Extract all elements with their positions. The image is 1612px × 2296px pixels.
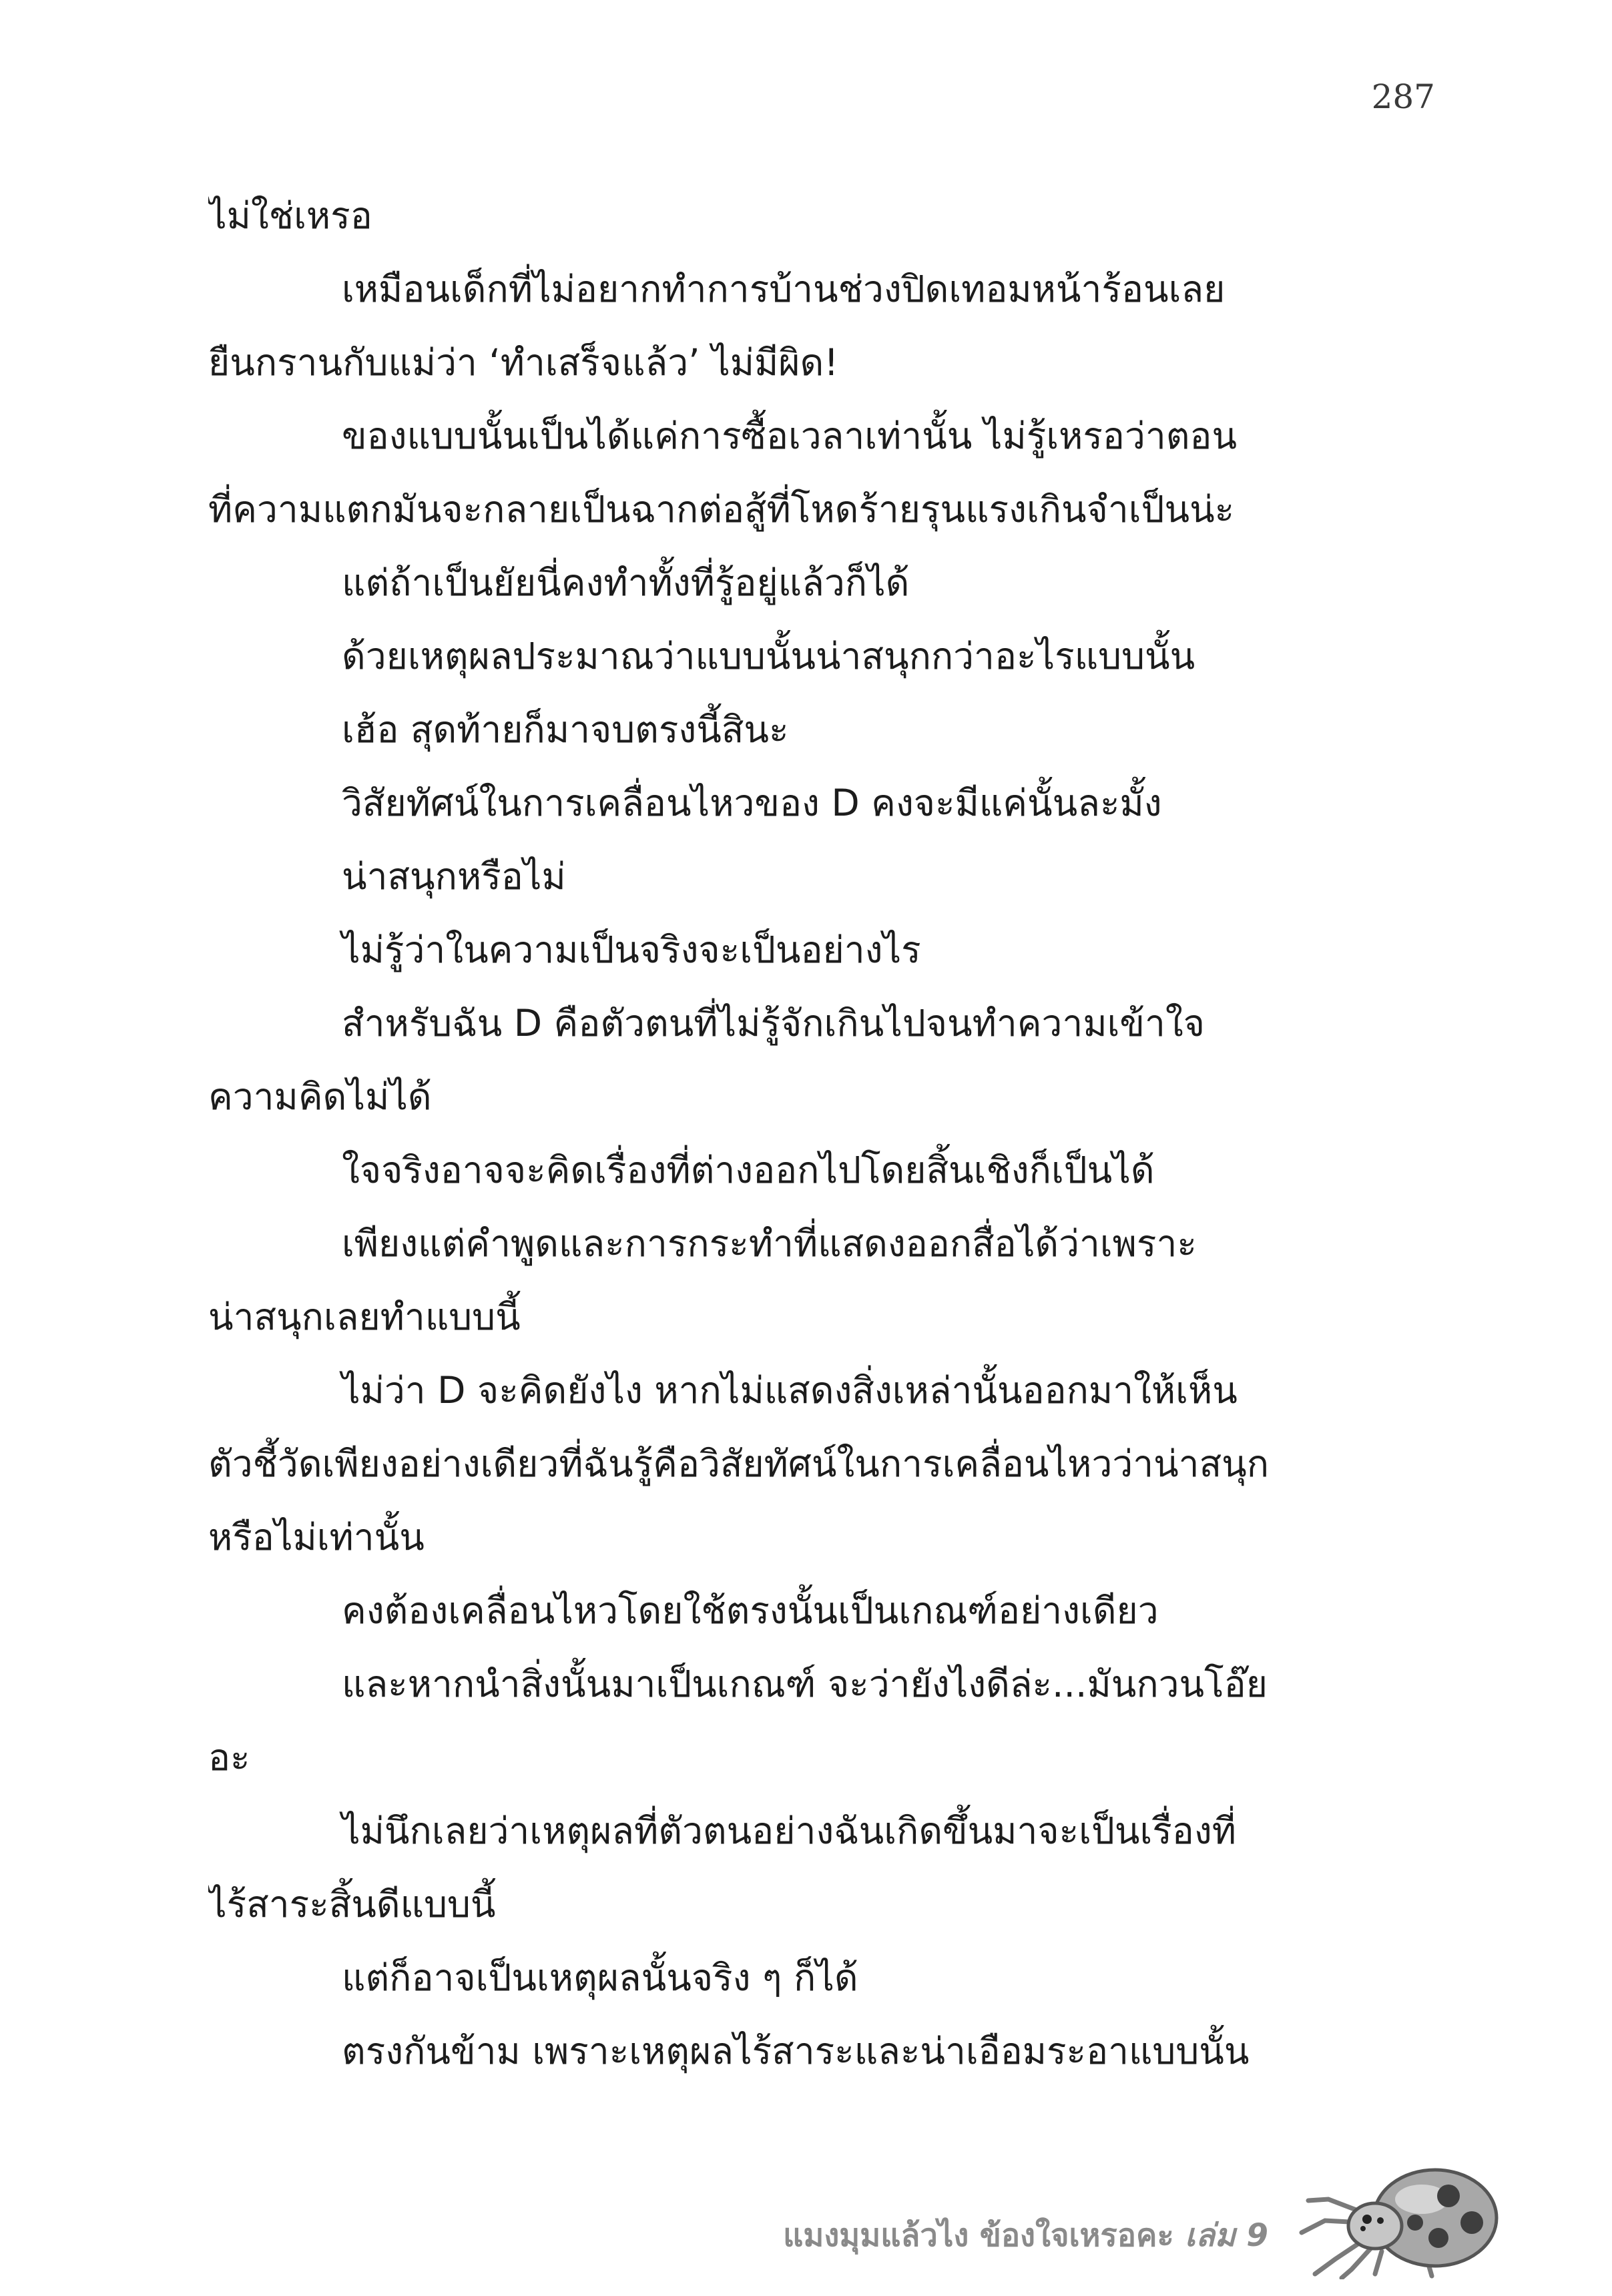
text-line: ไม่ว่า D จะคิดยังไง หากไม่แสดงสิ่งเหล่านั้นออกมาให้เห็น bbox=[342, 1369, 1238, 1412]
text-line: ไร้สาระสิ้นดีแบบนี้ bbox=[208, 1883, 496, 1926]
text-line: หรือไม่เท่านั้น bbox=[208, 1516, 425, 1558]
text-line: และหากนำสิ่งนั้นมาเป็นเกณฑ์ จะว่ายังไงดีล่ะ...มันกวนโอ๊ย bbox=[342, 1663, 1268, 1705]
text-line: แต่ถ้าเป็นยัยนี่คงทำทั้งที่รู้อยู่แล้วก็ได้ bbox=[342, 561, 910, 604]
text-line: ไม่รู้ว่าในความเป็นจริงจะเป็นอย่างไร bbox=[342, 928, 921, 971]
text-line: สำหรับฉัน D คือตัวตนที่ไม่รู้จักเกินไปจนทำความเข้าใจ bbox=[342, 1002, 1205, 1045]
running-footer bbox=[0, 2159, 1612, 2279]
text-line: วิสัยทัศน์ในการเคลื่อนไหวของ D คงจะมีแค่นั้นละมั้ง bbox=[342, 782, 1162, 824]
spider-icon bbox=[1288, 2159, 1512, 2279]
text-line: คงต้องเคลื่อนไหวโดยใช้ตรงนั้นเป็นเกณฑ์อย่างเดียว bbox=[342, 1589, 1159, 1632]
text-line: ของแบบนั้นเป็นได้แค่การซื้อเวลาเท่านั้น ไม่รู้เหรอว่าตอน bbox=[342, 414, 1238, 457]
text-line: น่าสนุกหรือไม่ bbox=[342, 855, 566, 898]
text-line: เหมือนเด็กที่ไม่อยากทำการบ้านช่วงปิดเทอมหน้าร้อนเลย bbox=[342, 268, 1226, 310]
text-line: แต่ก็อาจเป็นเหตุผลนั้นจริง ๆ ก็ได้ bbox=[342, 1956, 858, 1999]
text-line: อะ bbox=[208, 1736, 250, 1779]
text-line: ตัวชี้วัดเพียงอย่างเดียวที่ฉันรู้คือวิสัยทัศน์ในการเคลื่อนไหวว่าน่าสนุก bbox=[208, 1442, 1270, 1485]
text-line: ไม่นึกเลยว่าเหตุผลที่ตัวตนอย่างฉันเกิดขึ้นมาจะเป็นเรื่องที่ bbox=[342, 1809, 1236, 1852]
page-number: 287 bbox=[1371, 77, 1435, 116]
book-title bbox=[734, 2213, 1268, 2259]
text-line: ความคิดไม่ได้ bbox=[208, 1075, 432, 1118]
text-line: ใจจริงอาจจะคิดเรื่องที่ต่างออกไปโดยสิ้นเชิงก็เป็นได้ bbox=[342, 1149, 1155, 1191]
body-text bbox=[208, 179, 1418, 2088]
volume-label: เล่ม 9 bbox=[1185, 2217, 1268, 2254]
text-line: ยืนกรานกับแม่ว่า ‘ทำเสร็จแล้ว’ ไม่มีผิด! bbox=[208, 341, 839, 384]
text-line: ที่ความแตกมันจะกลายเป็นฉากต่อสู้ที่โหดร้ายรุนแรงเกินจำเป็นน่ะ bbox=[208, 488, 1235, 531]
text-line: ตรงกันข้าม เพราะเหตุผลไร้สาระและน่าเอือมระอาแบบนั้น bbox=[342, 2030, 1250, 2072]
text-line: ด้วยเหตุผลประมาณว่าแบบนั้นน่าสนุกกว่าอะไรแบบนั้น bbox=[342, 635, 1195, 677]
text-line: เฮ้อ สุดท้ายก็มาจบตรงนี้สินะ bbox=[342, 708, 789, 751]
text-line: เพียงแต่คำพูดและการกระทำที่แสดงออกสื่อได้ว่าเพราะ bbox=[342, 1222, 1197, 1265]
text-line: น่าสนุกเลยทำแบบนี้ bbox=[208, 1296, 521, 1338]
book-title-text: แมงมุมแล้วไง ข้องใจเหรอคะ bbox=[783, 2217, 1174, 2254]
text-line: ไม่ใช่เหรอ bbox=[208, 194, 372, 237]
